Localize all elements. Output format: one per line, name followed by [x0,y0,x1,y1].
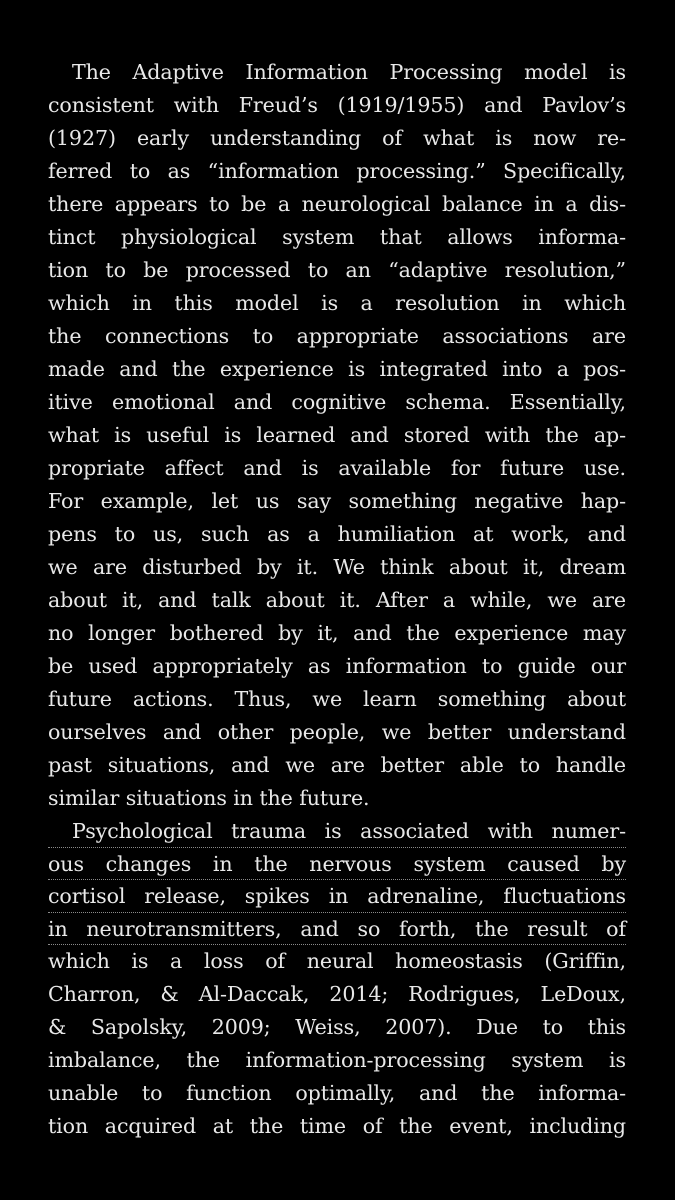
text-line: unable to function optimally, and the informa- [48,1081,626,1105]
text-line: which in this model is a resolution in which [48,291,626,315]
highlighted-text-line[interactable]: ous changes in the nervous system caused by [48,848,626,881]
text-line: we are disturbed by it. We think about it, dream [48,555,626,579]
text-line: ferred to as “information processing.” Specifically, [48,159,626,183]
text-line: The Adaptive Information Processing model is [72,60,626,84]
text-line: similar situations in the future. [48,786,370,810]
text-line: no longer bothered by it, and the experience may [48,621,626,645]
highlighted-text-line[interactable]: in neurotransmitters, and so forth, the result of [48,913,626,946]
text-line: what is useful is learned and stored with the ap- [48,423,626,447]
book-page [48,56,626,1143]
text-line: & Sapolsky, 2009; Weiss, 2007). Due to this [48,1015,626,1039]
paragraph-psychological-trauma [48,815,626,1143]
text-line: For example, let us say something negative hap- [48,489,626,513]
text-line: propriate affect and is available for future use. [48,456,626,480]
text-line: tion acquired at the time of the event, including [48,1114,626,1138]
paragraph-adaptive-information-processing [48,56,626,815]
text-line: Charron, & Al-Daccak, 2014; Rodrigues, LeDoux, [48,982,626,1006]
text-line: (1927) early understanding of what is now re- [48,126,626,150]
text-line: itive emotional and cognitive schema. Essentially, [48,390,626,414]
highlighted-text-line[interactable]: Psychological trauma is associated with numer- [48,815,626,848]
text-line: ourselves and other people, we better understand [48,720,626,744]
text-line: future actions. Thus, we learn something about [48,687,626,711]
text-line: which is a loss of neural homeostasis (Griffin, [48,949,626,973]
highlighted-text-line[interactable]: cortisol release, spikes in adrenaline, fluctuations [48,880,626,913]
text-line: about it, and talk about it. After a while, we are [48,588,626,612]
text-line: there appears to be a neurological balance in a dis- [48,192,626,216]
text-line: consistent with Freud’s (1919/1955) and Pavlov’s [48,93,626,117]
text-line: tion to be processed to an “adaptive resolution,” [48,258,626,282]
text-line: past situations, and we are better able to handle [48,753,626,777]
text-line: tinct physiological system that allows informa- [48,225,626,249]
text-line: made and the experience is integrated into a pos- [48,357,626,381]
text-line: pens to us, such as a humiliation at work, and [48,522,626,546]
text-line: be used appropriately as information to guide our [48,654,626,678]
text-line: the connections to appropriate associations are [48,324,626,348]
text-line: imbalance, the information-processing system is [48,1048,626,1072]
